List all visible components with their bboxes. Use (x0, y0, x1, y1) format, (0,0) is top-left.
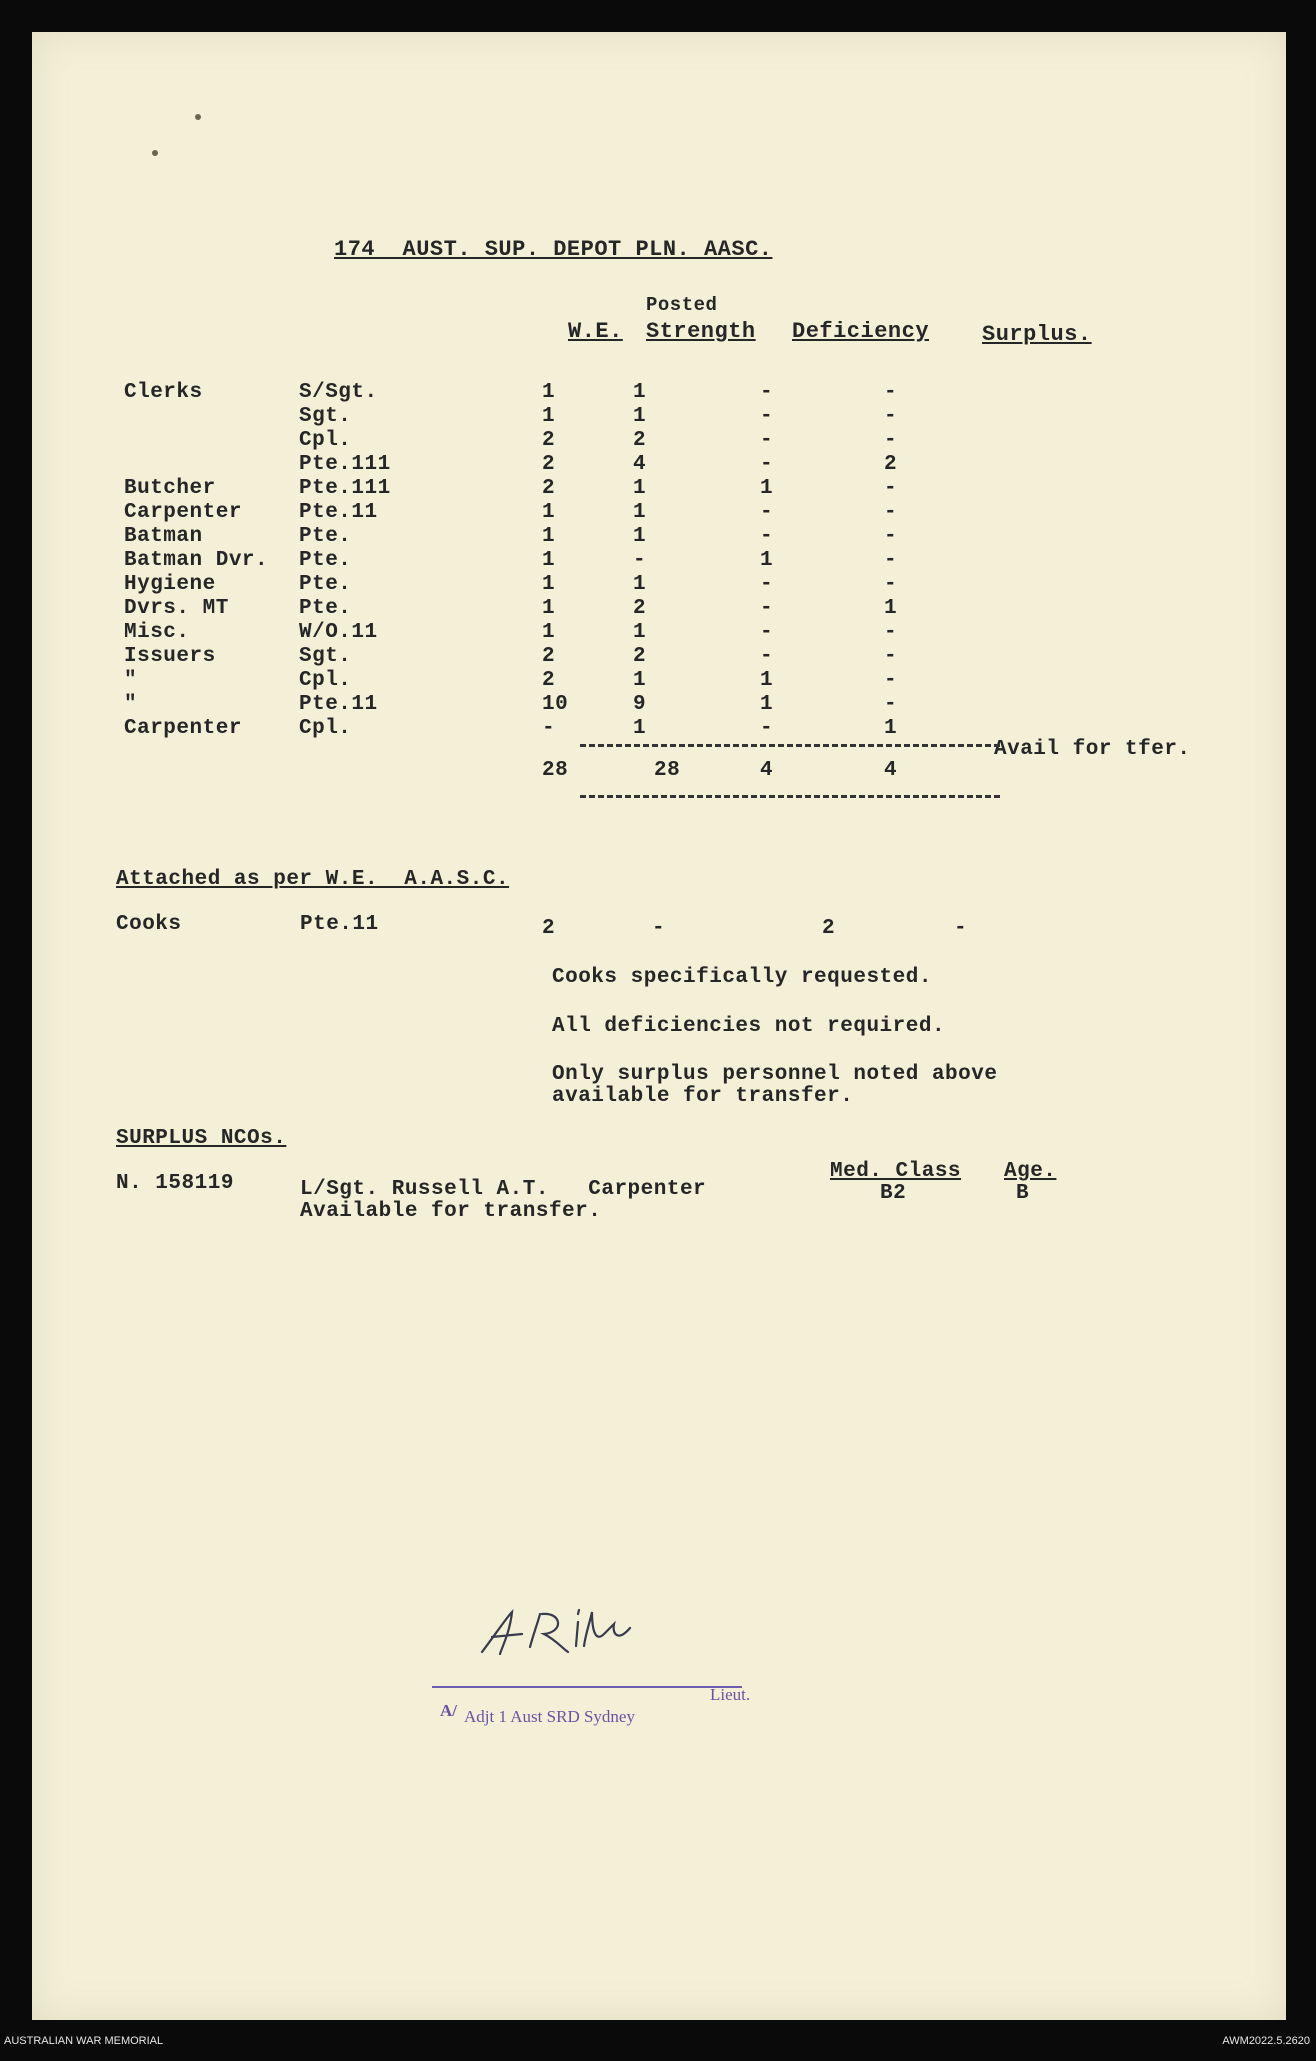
header-strength: Strength (646, 319, 756, 344)
role-cell: " (124, 693, 138, 716)
posted-cell: 1 (633, 477, 647, 500)
nco-name-line: L/Sgt. Russell A.T. Carpenter (300, 1178, 707, 1201)
header-deficiency: Deficiency (792, 319, 930, 344)
posted-cell: 1 (633, 621, 647, 644)
role-cell: Hygiene (124, 573, 216, 596)
role-cell: Clerks (124, 381, 203, 404)
deficiency-cell: - (760, 405, 774, 428)
surplus-cell: - (884, 381, 898, 404)
deficiency-cell: - (760, 525, 774, 548)
stamp-prefix: A/ (440, 1701, 457, 1720)
surplus-cell: 1 (884, 597, 898, 620)
surplus-cell: - (884, 693, 898, 716)
rank-cell: Pte.11 (299, 693, 378, 716)
rank-cell: Pte. (299, 597, 352, 620)
surplus-cell: 1 (884, 717, 898, 740)
header-we: W.E. (568, 319, 623, 344)
surplus-cell: - (884, 525, 898, 548)
rank-suffix: Lieut. (710, 1685, 751, 1704)
nail-hole (152, 150, 158, 156)
adjutant-stamp: Adjt 1 Aust SRD Sydney (464, 1707, 635, 1726)
deficiency-cell: - (760, 573, 774, 596)
we-cell: 1 (542, 381, 556, 404)
we-cell: 2 (542, 477, 556, 500)
we-cell: 2 (542, 669, 556, 692)
posted-cell: 1 (633, 669, 647, 692)
header-posted: Posted (646, 294, 718, 316)
we-cell: 1 (542, 621, 556, 644)
posted-cell: - (633, 549, 647, 572)
note-line: Only surplus personnel noted above (552, 1063, 998, 1086)
we-cell: 1 (542, 597, 556, 620)
deficiency-cell: 1 (760, 477, 774, 500)
posted-cell: 1 (633, 381, 647, 404)
deficiency-cell: - (760, 381, 774, 404)
rank-cell: Pte. (299, 549, 352, 572)
footer-accession-number: AWM2022.5.2620 (1222, 2035, 1310, 2047)
med-class-label: Med. Class (830, 1160, 962, 1183)
we-cell: 10 (542, 693, 569, 716)
total-posted: 28 (654, 759, 681, 782)
posted-cell: 2 (633, 645, 647, 668)
med-class-value: B2 (880, 1182, 907, 1205)
handwritten-signature (472, 1592, 642, 1672)
role-cell: Carpenter (124, 501, 242, 524)
deficiency-cell: - (760, 453, 774, 476)
surplus-cell: 2 (884, 453, 898, 476)
attached-heading: Attached as per W.E. A.A.S.C. (116, 868, 510, 891)
rank-cell: Cpl. (299, 429, 352, 452)
nail-hole (195, 114, 201, 120)
rank-cell: Pte.111 (299, 453, 391, 476)
document-title: 174 AUST. SUP. DEPOT PLN. AASC. (334, 237, 773, 262)
note-line: available for transfer. (552, 1085, 854, 1108)
posted-cell: 1 (633, 525, 647, 548)
rank-cell: Pte. (299, 573, 352, 596)
attached-surplus: - (954, 917, 968, 940)
surplus-cell: - (884, 429, 898, 452)
rank-cell: Pte. (299, 525, 352, 548)
deficiency-cell: - (760, 717, 774, 740)
role-cell: Issuers (124, 645, 216, 668)
surplus-cell: - (884, 645, 898, 668)
deficiency-cell: - (760, 597, 774, 620)
document-page (32, 32, 1286, 2020)
we-cell: 1 (542, 501, 556, 524)
total-rule-top (580, 744, 1000, 747)
we-cell: 2 (542, 453, 556, 476)
rank-cell: S/Sgt. (299, 381, 378, 404)
rank-cell: Cpl. (299, 669, 352, 692)
surplus-ncos-heading: SURPLUS NCOs. (116, 1127, 287, 1150)
we-cell: 1 (542, 573, 556, 596)
role-cell: Batman (124, 525, 203, 548)
surplus-cell: - (884, 405, 898, 428)
signature-line (432, 1686, 742, 1688)
age-value: B (1016, 1182, 1030, 1205)
total-deficiency: 4 (760, 759, 774, 782)
deficiency-cell: 1 (760, 669, 774, 692)
rank-cell: Cpl. (299, 717, 352, 740)
we-cell: 2 (542, 645, 556, 668)
rank-cell: Sgt. (299, 405, 352, 428)
total-surplus: 4 (884, 759, 898, 782)
we-cell: 2 (542, 429, 556, 452)
nco-availability: Available for transfer. (300, 1200, 602, 1223)
deficiency-cell: 1 (760, 693, 774, 716)
surplus-cell: - (884, 477, 898, 500)
posted-cell: 1 (633, 717, 647, 740)
deficiency-cell: - (760, 621, 774, 644)
role-cell: Misc. (124, 621, 190, 644)
attached-role: Cooks (116, 913, 182, 936)
surplus-cell: - (884, 549, 898, 572)
surplus-cell: - (884, 621, 898, 644)
service-number: N. 158119 (116, 1172, 234, 1195)
rank-cell: Sgt. (299, 645, 352, 668)
deficiency-cell: - (760, 645, 774, 668)
posted-cell: 1 (633, 405, 647, 428)
we-cell: 1 (542, 525, 556, 548)
posted-cell: 2 (633, 597, 647, 620)
role-cell: Butcher (124, 477, 216, 500)
posted-cell: 2 (633, 429, 647, 452)
rank-cell: W/O.11 (299, 621, 378, 644)
posted-cell: 4 (633, 453, 647, 476)
surplus-cell: - (884, 669, 898, 692)
we-cell: 1 (542, 405, 556, 428)
role-cell: Carpenter (124, 717, 242, 740)
deficiency-cell: - (760, 429, 774, 452)
posted-cell: 1 (633, 501, 647, 524)
age-label: Age. (1004, 1160, 1057, 1183)
deficiency-cell: - (760, 501, 774, 524)
rank-cell: Pte.11 (299, 501, 378, 524)
header-surplus: Surplus. (982, 322, 1092, 347)
footer-institution: AUSTRALIAN WAR MEMORIAL (4, 2035, 164, 2047)
note-line: Cooks specifically requested. (552, 966, 932, 989)
role-cell: Batman Dvr. (124, 549, 269, 572)
posted-cell: 1 (633, 573, 647, 596)
surplus-cell: - (884, 501, 898, 524)
total-rule-bottom (580, 795, 1000, 798)
attached-deficiency: 2 (822, 917, 836, 940)
posted-cell: 9 (633, 693, 647, 716)
surplus-cell: - (884, 573, 898, 596)
note-line: All deficiencies not required. (552, 1015, 946, 1038)
we-cell: - (542, 717, 556, 740)
attached-posted: - (652, 917, 666, 940)
total-we: 28 (542, 759, 569, 782)
rank-cell: Pte.111 (299, 477, 391, 500)
role-cell: " (124, 669, 138, 692)
avail-for-transfer-note: Avail for tfer. (994, 738, 1191, 761)
attached-rank: Pte.11 (300, 913, 379, 936)
role-cell: Dvrs. MT (124, 597, 229, 620)
we-cell: 1 (542, 549, 556, 572)
deficiency-cell: 1 (760, 549, 774, 572)
attached-we: 2 (542, 917, 556, 940)
